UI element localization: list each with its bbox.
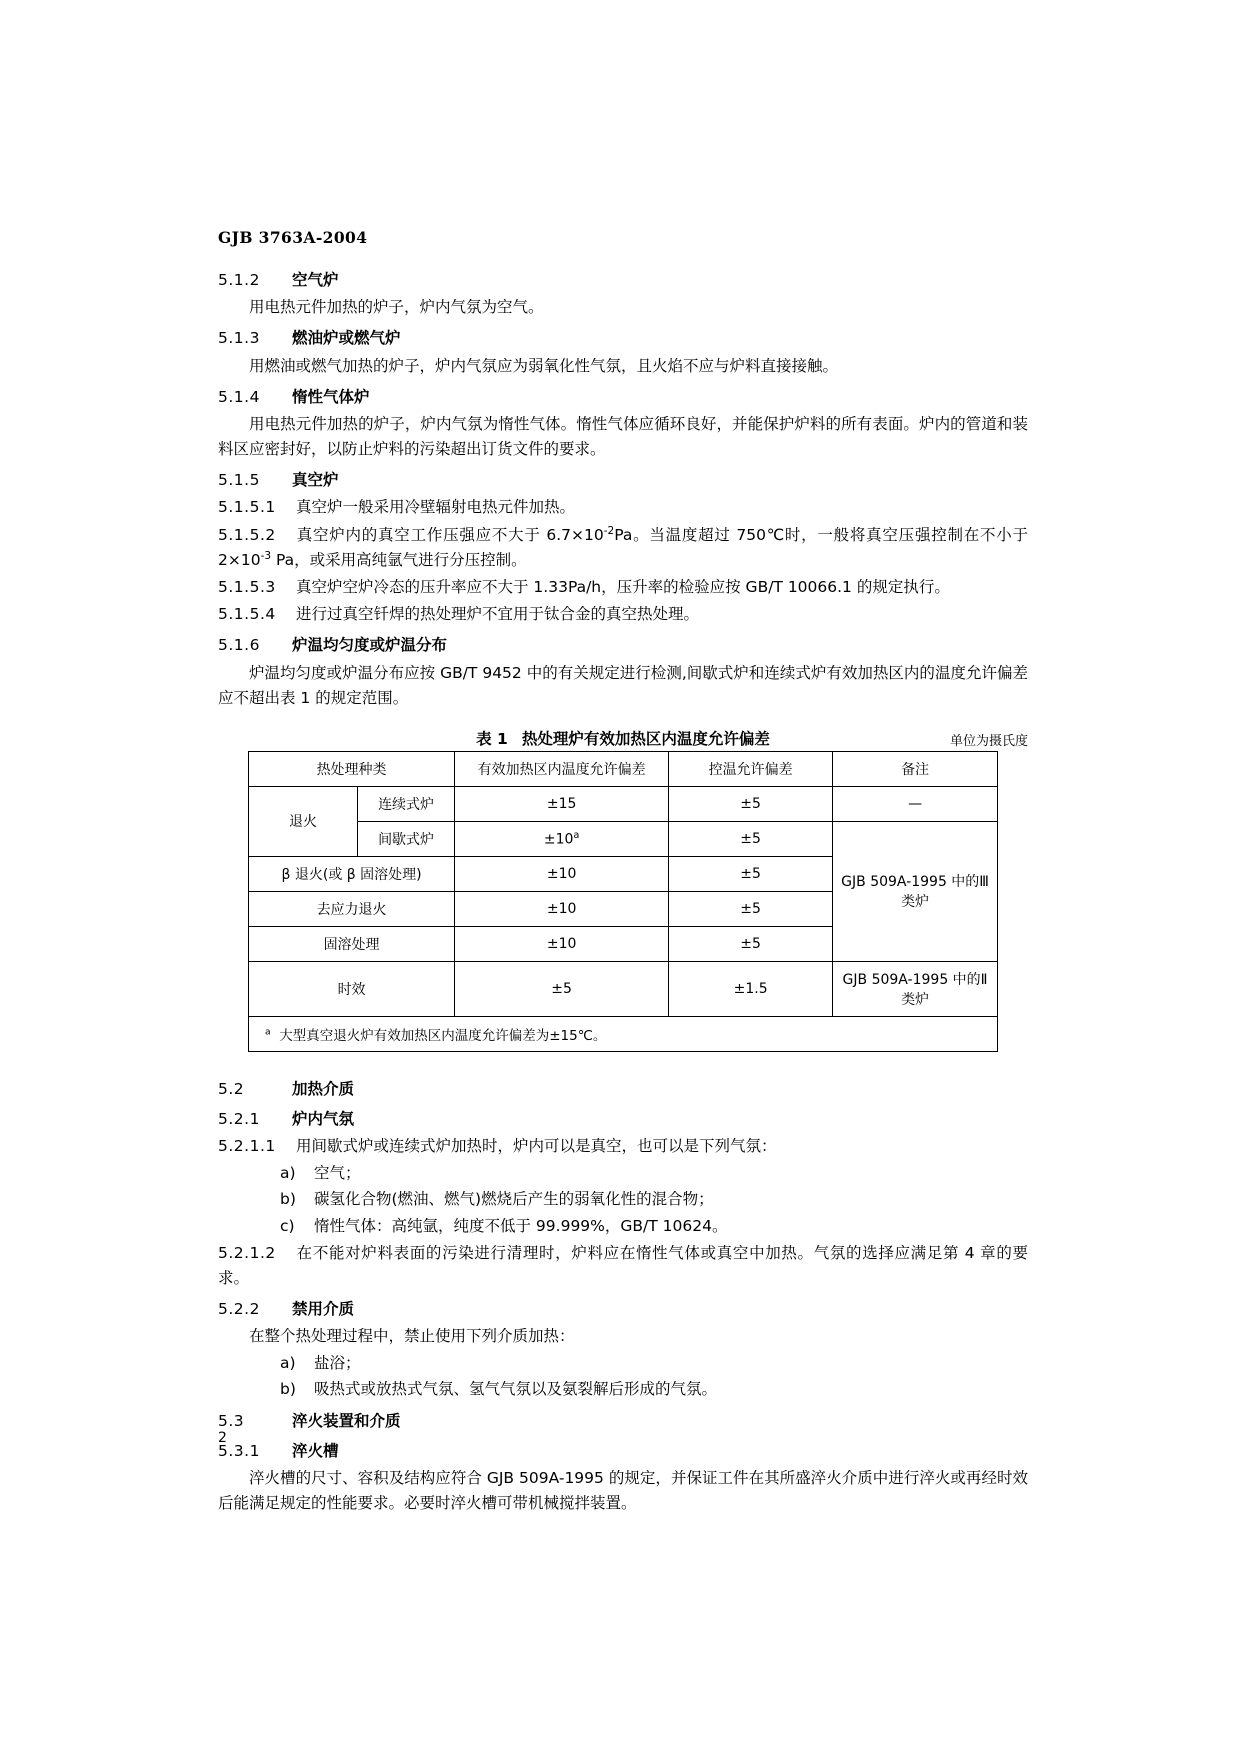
paragraph-5-2-1-1-text: 用间歇式炉或连续式炉加热时，炉内可以是真空，也可以是下列气氛： — [296, 1137, 777, 1156]
paragraph-5-1-5-3-number: 5.1.5.3 — [218, 578, 276, 597]
table-cell-group-aging: 时效 — [249, 961, 455, 1016]
table-header-cell-control: 控温允许偏差 — [669, 752, 833, 787]
heading-5-2-2-title: 禁用介质 — [292, 1299, 355, 1318]
table-cell-dev-2 — [455, 821, 669, 856]
paragraph-5-1-5-2-text-c: Pa，或采用高纯氩气进行分压控制。 — [271, 550, 527, 569]
heading-5-1-5-number: 5.1.5 — [218, 471, 260, 490]
heading-5-2-title: 加热介质 — [292, 1079, 355, 1098]
table-cell-ctrl-4: ±5 — [669, 891, 833, 926]
paragraph-5-1-3: 用燃油或燃气加热的炉子，炉内气氛应为弱氧化性气氛，且火焰不应与炉料直接接触。 — [249, 356, 839, 375]
list-item — [218, 1187, 1028, 1212]
heading-5-2-2 — [218, 1298, 1028, 1321]
list-item-text-b: 碳氢化合物(燃油、燃气)燃烧后产生的弱氧化性的混合物； — [314, 1190, 714, 1209]
heading-5-1-4 — [218, 386, 1028, 409]
table-cell-group-beta-annealing: β 退火(或 β 固溶处理) — [249, 856, 455, 891]
table-cell-dev-5: ±10 — [455, 926, 669, 961]
paragraph-5-2-1-2-text: 在不能对炉料表面的污染进行清理时，炉料应在惰性气体或真空中加热。气氛的选择应满足第 4 章的要求。 — [218, 1243, 1028, 1287]
list-item — [218, 1161, 1028, 1186]
table-footnote — [249, 1016, 997, 1051]
heading-5-1-4-title: 惰性气体炉 — [292, 387, 370, 406]
paragraph-5-1-5-2 — [218, 523, 1028, 574]
table-cell-dev-3: ±10 — [455, 856, 669, 891]
list-item-label-b2: b) — [280, 1380, 296, 1399]
table-cell-dev-1: ±15 — [455, 786, 669, 821]
table-cell-ctrl-3: ±5 — [669, 856, 833, 891]
table-footnote-text: 大型真空退火炉有效加热区内温度允许偏差为±15℃。 — [279, 1027, 607, 1044]
paragraph-5-1-5-4-text: 进行过真空钎焊的热处理炉不宜用于钛合金的真空热处理。 — [296, 605, 700, 624]
paragraph-5-2-1-2-number: 5.2.1.2 — [218, 1243, 276, 1262]
table-header-cell-deviation: 有效加热区内温度允许偏差 — [455, 752, 669, 787]
heading-5-1-5-title: 真空炉 — [292, 471, 339, 490]
heading-5-1-5 — [218, 469, 1028, 492]
heading-5-3-1-number: 5.3.1 — [218, 1441, 260, 1460]
list-item-label-a2: a) — [280, 1354, 296, 1373]
list-item — [218, 1377, 1028, 1402]
table-cell-ctrl-1: ±5 — [669, 786, 833, 821]
table-1-border — [248, 751, 998, 1052]
table-cell-dev-6: ±5 — [455, 961, 669, 1016]
paragraph-5-1-5-1-number: 5.1.5.1 — [218, 498, 276, 517]
heading-5-2-number: 5.2 — [218, 1079, 245, 1098]
paragraph-5-2-2: 在整个热处理过程中，禁止使用下列介质加热： — [249, 1327, 575, 1346]
paragraph-5-1-6: 炉温均匀度或炉温分布应按 GB/T 9452 中的有关规定进行检测,间歇式炉和连续式炉有效加热区内的温度允许偏差应不超出表 1 的规定范围。 — [218, 663, 1028, 707]
paragraph-5-2-1-1-number: 5.2.1.1 — [218, 1137, 276, 1156]
table-1-caption-title: 热处理炉有效加热区内温度允许偏差 — [521, 729, 770, 748]
paragraph-5-1-5-2-text-a: 真空炉内的真空工作压强应不大于 6.7×10 — [296, 525, 604, 544]
table-cell-note-1: — — [833, 786, 997, 821]
table-row — [249, 786, 997, 821]
table-1-caption — [218, 727, 1028, 749]
page-content — [218, 228, 1028, 1518]
table-cell-ctrl-2: ±5 — [669, 821, 833, 856]
table-row — [249, 961, 997, 1016]
table-cell-dev-2-value: ±10 — [543, 831, 574, 848]
paragraph-5-1-2: 用电热元件加热的炉子，炉内气氛为空气。 — [249, 298, 544, 317]
table-cell-ctrl-6: ±1.5 — [669, 961, 833, 1016]
table-cell-note-class3: GJB 509A-1995 中的Ⅲ类炉 — [833, 821, 997, 961]
heading-5-3-1-title: 淬火槽 — [292, 1441, 339, 1460]
list-item-text-c: 惰性气体：高纯氩，纯度不低于 99.999%，GB/T 10624。 — [314, 1216, 728, 1235]
page-number: 2 — [218, 1430, 227, 1446]
table-cell-sub-batch: 间歇式炉 — [358, 821, 455, 856]
paragraph-5-1-4: 用电热元件加热的炉子，炉内气氛为惰性气体。惰性气体应循环良好，并能保护炉料的所有表面。炉内的管道和装料区应密封好，以防止炉料的污染超出订货文件的要求。 — [218, 414, 1028, 459]
heading-5-3-number: 5.3 — [218, 1411, 245, 1430]
heading-5-3 — [218, 1410, 1028, 1433]
paragraph-5-1-5-2-number: 5.1.5.2 — [218, 525, 276, 544]
heading-5-1-3-number: 5.1.3 — [218, 329, 260, 348]
paragraph-5-1-5-2-exp1: -2 — [603, 524, 615, 537]
list-item-label-b: b) — [280, 1190, 296, 1209]
table-cell-group-stress-relief: 去应力退火 — [249, 891, 455, 926]
list-item-text-a: 空气； — [314, 1164, 361, 1183]
table-1-unit-note: 单位为摄氏度 — [949, 733, 1028, 749]
paragraph-5-1-5-3-text: 真空炉空炉冷态的压升率应不大于 1.33Pa/h，压升率的检验应按 GB/T 10066.1 的规定执行。 — [296, 578, 950, 597]
heading-5-1-3-title: 燃油炉或燃气炉 — [292, 329, 401, 348]
list-item-label-c: c) — [280, 1216, 295, 1235]
paragraph-5-1-5-1 — [218, 495, 1028, 520]
heading-5-1-2 — [218, 269, 1028, 292]
table-cell-ctrl-5: ±5 — [669, 926, 833, 961]
paragraph-5-2-1-2 — [218, 1241, 1028, 1291]
table-cell-group-solution: 固溶处理 — [249, 926, 455, 961]
paragraph-5-3-1: 淬火槽的尺寸、容积及结构应符合 GJB 509A-1995 的规定，并保证工件在其所盛淬火介质中进行淬火或再经时效后能满足规定的性能要求。必要时淬火槽可带机械搅拌装置。 — [218, 1469, 1028, 1513]
heading-5-2-1-number: 5.2.1 — [218, 1110, 260, 1129]
table-header-cell-type: 热处理种类 — [249, 752, 455, 787]
heading-5-1-6-number: 5.1.6 — [218, 636, 260, 655]
heading-5-3-1 — [218, 1440, 1028, 1463]
heading-5-1-6 — [218, 634, 1028, 657]
heading-5-2 — [218, 1078, 1028, 1101]
list-item-label-a: a) — [280, 1164, 296, 1183]
table-cell-dev-2-footnote-mark: a — [573, 829, 580, 841]
heading-5-1-2-number: 5.1.2 — [218, 271, 260, 289]
table-1 — [249, 752, 997, 1051]
table-footnote-row — [249, 1016, 997, 1051]
paragraph-5-1-5-3 — [218, 575, 1028, 600]
paragraph-5-2-1-1 — [218, 1134, 1028, 1159]
table-cell-group-annealing: 退火 — [249, 786, 358, 856]
paragraph-5-1-5-1-text: 真空炉一般采用冷壁辐射电热元件加热。 — [296, 498, 576, 517]
table-1-caption-number: 表 1 — [476, 729, 508, 748]
table-header-cell-remark: 备注 — [833, 752, 997, 787]
heading-5-2-1-title: 炉内气氛 — [292, 1110, 355, 1129]
table-1-block — [218, 727, 1028, 1052]
heading-5-1-2-title: 空气炉 — [292, 271, 339, 289]
table-cell-sub-continuous: 连续式炉 — [358, 786, 455, 821]
paragraph-5-1-5-4 — [218, 602, 1028, 627]
paragraph-5-1-5-2-text-b: Pa。当温度超过 750℃时，一般将真空压强控制在不小于 2×10 — [218, 525, 1028, 569]
list-item — [218, 1351, 1028, 1376]
table-header-row — [249, 752, 997, 787]
table-cell-dev-4: ±10 — [455, 891, 669, 926]
heading-5-2-1 — [218, 1108, 1028, 1131]
heading-5-1-3 — [218, 327, 1028, 350]
list-item — [218, 1214, 1028, 1239]
list-item-text-a2: 盐浴； — [314, 1354, 361, 1373]
heading-5-1-6-title: 炉温均匀度或炉温分布 — [292, 636, 448, 655]
table-cell-note-class2: GJB 509A-1995 中的Ⅱ类炉 — [833, 961, 997, 1016]
table-row — [249, 821, 997, 856]
paragraph-5-1-5-4-number: 5.1.5.4 — [218, 605, 276, 624]
heading-5-1-4-number: 5.1.4 — [218, 387, 260, 406]
document-code: GJB 3763A-2004 — [218, 228, 368, 247]
heading-5-3-title: 淬火装置和介质 — [292, 1411, 401, 1430]
paragraph-5-1-5-2-exp2: -3 — [260, 549, 272, 562]
table-footnote-mark: a — [265, 1026, 271, 1038]
heading-5-2-2-number: 5.2.2 — [218, 1299, 260, 1318]
list-item-text-b2: 吸热式或放热式气氛、氢气气氛以及氨裂解后形成的气氛。 — [314, 1380, 718, 1399]
